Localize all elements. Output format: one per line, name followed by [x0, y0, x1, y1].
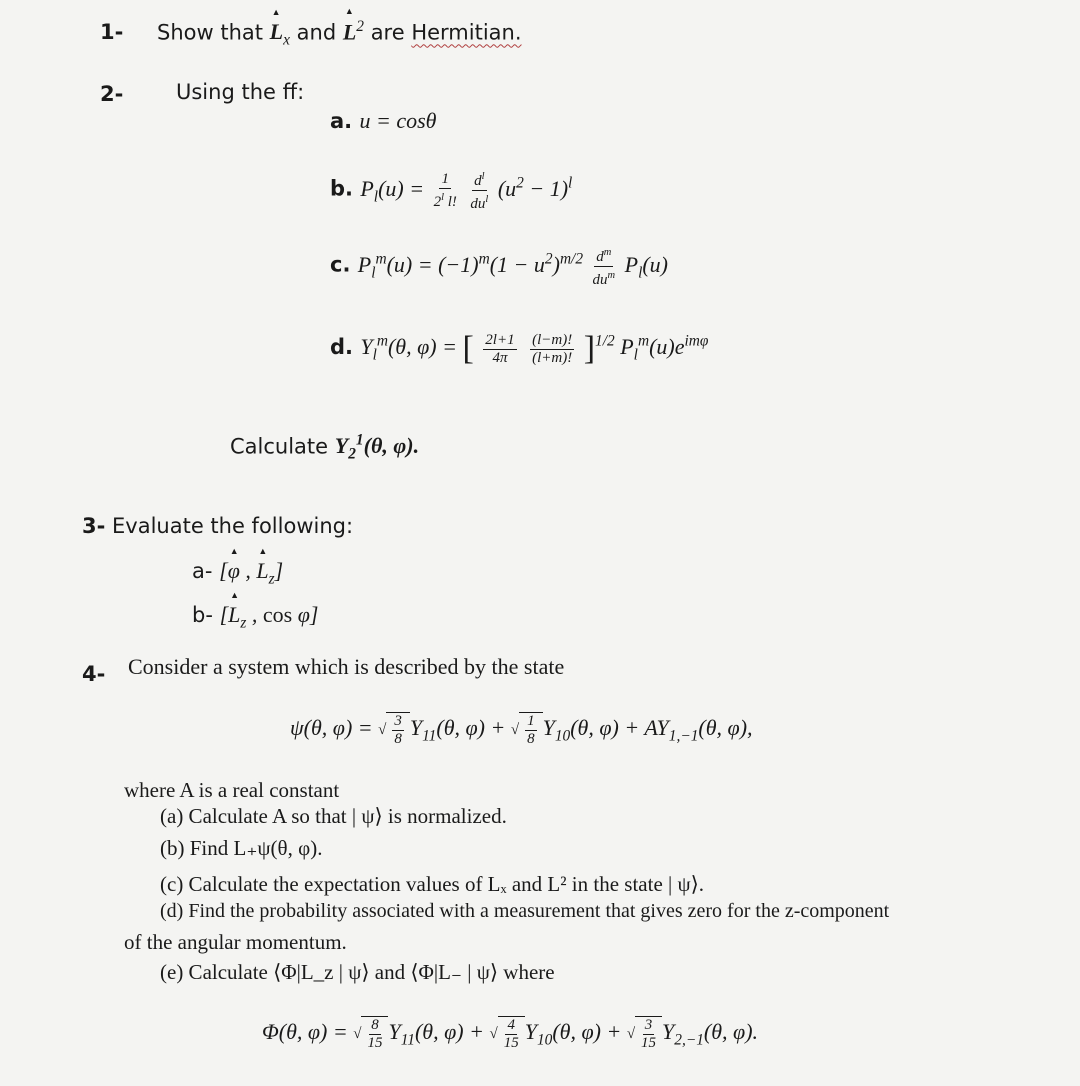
q1-show-that: Show that: [157, 20, 270, 45]
q2-calculate-word: Calculate: [230, 434, 335, 459]
question-2-intro: Using the ff:: [176, 80, 305, 104]
q2-item-a: [330, 108, 436, 134]
question-3-heading: [82, 514, 353, 538]
q2-c-label: c.: [330, 252, 358, 277]
question-2-number: 2-: [100, 82, 124, 106]
q2-item-c: [330, 244, 668, 289]
q4-part-d-line2: of the angular momentum.: [124, 930, 347, 954]
q2-calculate: [230, 432, 419, 464]
question-3-intro: Evaluate the following:: [112, 514, 354, 538]
q2-d-formula: $Y_l^m(\theta$, φ) = [ $\frac{2l+1}{4\pi}$ $\frac{(l-m)!}{(l+m)!}$ ]$^{1/2}$ $P_l^m(u)e^{im\varphi}$: [360, 330, 709, 367]
q4-phi-equation: Φ(θ, φ) = √ $\frac{8}{15}$ $Y_{11}(\theta$, φ) + √ $\frac{4}{15}$ $Y_{10}(\theta$, φ) + √ $\frac{3}{15}$ $Y_{2,-1}(\theta$, φ).: [262, 1017, 759, 1051]
q3-a-label: a-: [192, 559, 220, 583]
q2-b-formula: $P_l(u)$ = $\frac{1}{2^l l!}$ $\frac{d^l}{du^l}$ $(u^2 - 1)^l$: [360, 176, 572, 201]
q2-target-y21: $Y_2^1(\theta$, φ).: [334, 432, 420, 463]
q1-hermitian: Hermitian.: [411, 20, 522, 45]
q2-b-label: b.: [330, 176, 361, 201]
q4-where: where A is a real constant: [124, 778, 340, 802]
question-1-number: 1-: [100, 20, 124, 44]
q3-a-formula: [▲ φ , ▲ $L_z$]: [219, 558, 283, 583]
q4-part-a: (a) Calculate A so that | ψ⟩ is normalized.: [160, 804, 507, 828]
l-x-operator: ▲ $L_x$: [270, 19, 290, 49]
question-3-number: 3-: [82, 514, 106, 538]
q3-b-label: b-: [192, 603, 220, 627]
q4-part-e: (e) Calculate ⟨Φ|L_z | ψ⟩ and ⟨Φ|L₋ | ψ⟩ where: [160, 960, 555, 984]
q2-item-d: [330, 330, 708, 368]
q2-a-formula: u = cosθ: [359, 108, 437, 133]
q2-a-label: a.: [330, 109, 360, 133]
question-4-number: 4-: [82, 662, 106, 686]
q3-item-b: [192, 602, 318, 632]
q2-item-b: [330, 168, 572, 213]
l-squared-operator: ▲ $L^2$: [343, 18, 364, 45]
q4-part-d-line1: (d) Find the probability associated with a measurement that gives zero for the z-component: [160, 900, 890, 922]
q3-b-formula: [▲ $L_z$ , cos φ]: [220, 602, 319, 627]
q2-d-label: d.: [330, 335, 361, 360]
q4-state-equation: ψ(θ, φ) = √ $\frac{3}{8}$ $Y_{11}(\theta$, φ) + √ $\frac{1}{8}$ $Y_{10}(\theta$, $\varphi) + AY_{1,-1}(\theta$, φ),: [290, 713, 753, 747]
q2-c-formula: $P_l^m(u) = (-1)^m(1 - u^2)^{m/2}$ $\frac{d^m}{du^m}$ $P_l(u)$: [358, 252, 668, 277]
q4-part-b: (b) Find L₊ψ(θ, φ).: [160, 836, 323, 860]
q1-and: and: [296, 20, 343, 45]
question-4-intro: Consider a system which is described by the state: [128, 654, 565, 679]
q1-are: are: [370, 20, 412, 45]
question-1-text: [157, 18, 522, 50]
q4-part-c: (c) Calculate the expectation values of Lₓ and L² in the state | ψ⟩.: [160, 872, 705, 896]
q3-item-a: [192, 558, 283, 588]
